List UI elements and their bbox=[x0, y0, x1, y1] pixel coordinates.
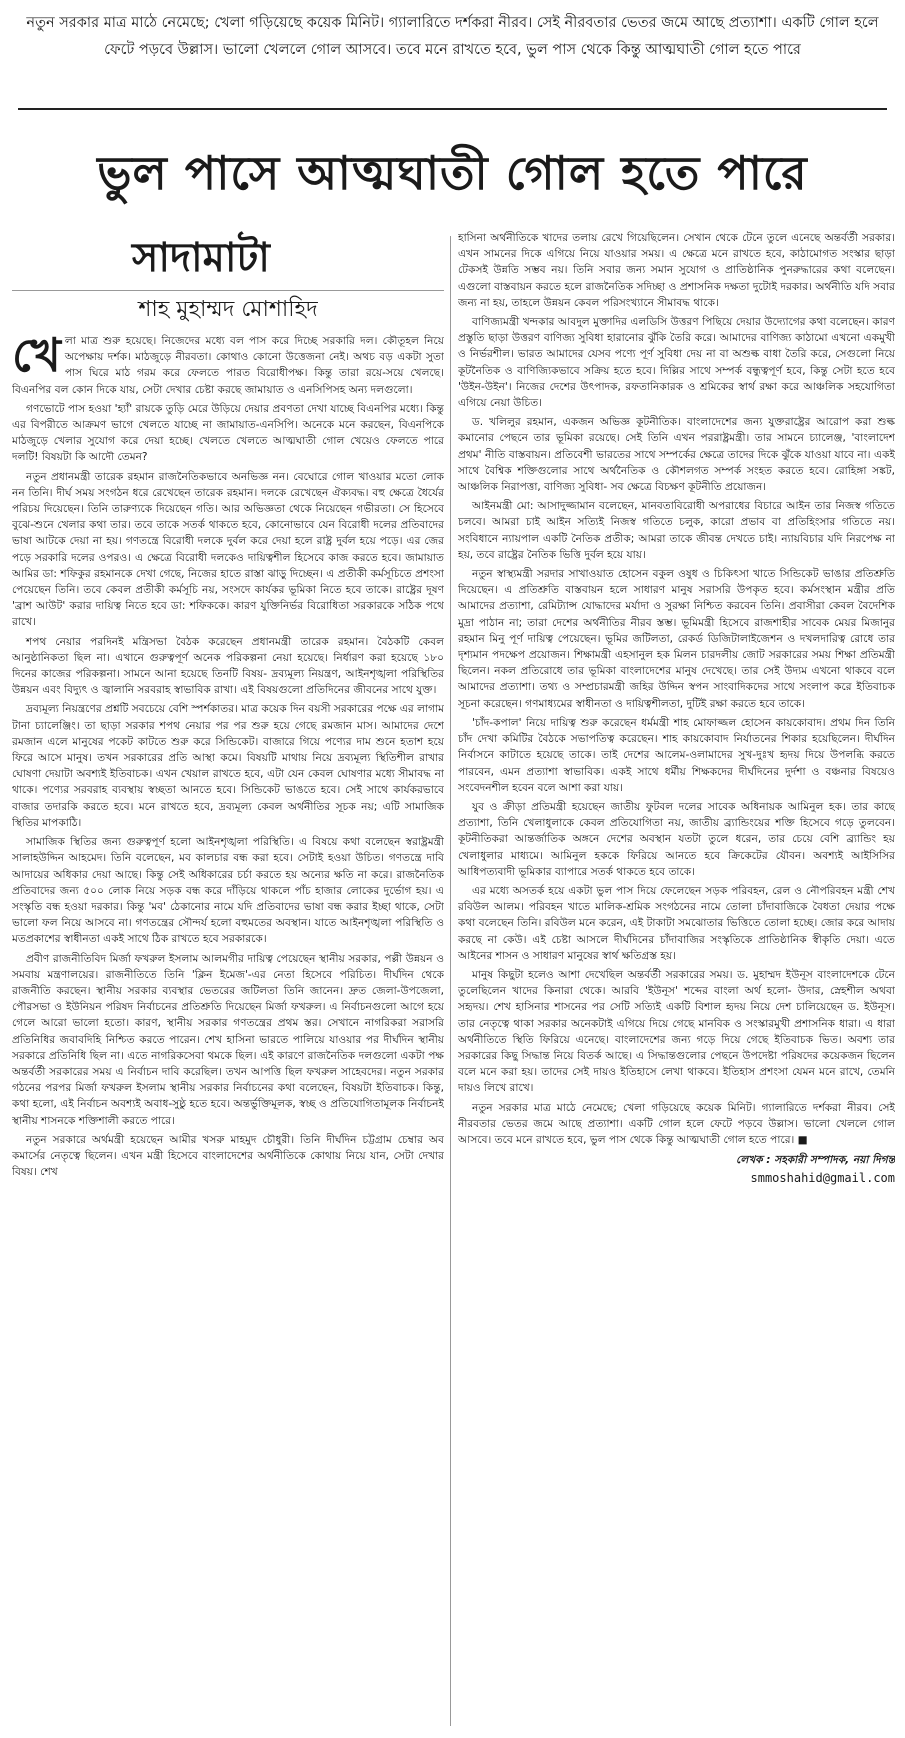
intro-summary: নতুন সরকার মাত্র মাঠে নেমেছে; খেলা গড়িয়েছে কয়েক মিনিট। গ্যালারিতে দর্শকরা নীরব। সেই নীরবতার ভেতর জমে আছে প্রত্যাশা। একটি গোল হলে ফেটে পড়বে উল্লাস। ভালো খেললে গোল আসবে। তবে মনে রাখতে হবে, ভুল পাস থেকে কিন্তু আত্মঘাতী গোল হতে পারে bbox=[26, 15, 879, 58]
dropcap: খে bbox=[12, 328, 61, 382]
right-paragraph: মানুষ কিছুটা হলেও আশা দেখেছিল অন্তর্বর্তী সরকারের সময়। ড. মুহাম্মদ ইউনূস বাংলাদেশকে টেনে তুলেছিলেন খাদের কিনারা থেকে। আরবি 'ইউনূস' শব্দের বাংলা অর্থ হলো- উদার, স্নেহশীল অথবা সহৃদয়। শেখ হাসিনার শাসনের পর সেটি সত্যিই একটি বিশাল হৃদয় নিয়ে দেশ চালিয়েছেন ড. ইউনূস। তার নেতৃত্বে থাকা সরকার অনেকটাই এগিয়ে দিয়ে গেছে মানবিক ও সংস্কারমুখী প্রশাসনিক ধারা। এ ধারা অর্থনীতিতে স্থিতি ফিরিয়ে এনেছে। বাংলাদেশের জন্য গড়ে দিয়ে গেছে ইতিবাচক ভিত। অবশ্য তার সরকারের কিছু সিদ্ধান্ত নিয়ে বিতর্ক আছে। এ সিদ্ধান্তগুলোর পেছনে উপদেষ্টা পরিষদের কয়েকজন ছিলেন বলে মনে করা হয়। তাদের সেই দায়ও ইতিহাসে লেখা থাকবে। ইতিহাস প্রশংসা যেমন মনে রাখে, তেমনি দায়ও লিখে রাখে। bbox=[458, 968, 895, 1095]
right-paragraph: ড. খলিলুর রহমান, একজন অভিজ্ঞ কূটনীতিক। বাংলাদেশের জন্য যুক্তরাষ্ট্রের আরোপ করা শুল্ক কমানোর পেছনে তার ভূমিকা রয়েছে। সেই তিনি এখন পররাষ্ট্রমন্ত্রী। তার সামনে চ্যালেঞ্জ, 'বাংলাদেশ প্রথম' নীতি বাস্তবায়ন। প্রতিবেশী ভারতের সাথে সম্পর্কের ক্ষেত্রে তাদের দিকে ঝুঁকে যাওয়া যাবে না। একই সাথে বৈশ্বিক শক্তিগুলোর সাথে অর্থনৈতিক ও কৌশলগত সম্পর্ক সংহত করতে হবে। রোহিঙ্গা সঙ্কট, আঞ্চলিক নিরাপত্তা, বাণিজ্য সুবিধা- সব ক্ষেত্রে বিচক্ষণ কূটনীতি প্রয়োজন। bbox=[458, 416, 895, 494]
left-paragraph: সামাজিক স্থিতির জন্য গুরুত্বপূর্ণ হলো আইনশৃঙ্খলা পরিস্থিতি। এ বিষয়ে কথা বলেছেন স্বরাষ্ট্রমন্ত্রী সালাহউদ্দিন আহমেদ। তিনি বলেছেন, মব কালচার বন্ধ করা হবে। সেটাই হওয়া উচিত। গণতন্ত্রে দাবি আদায়ের অধিকার দেয়া আছে। কিন্তু সেই অধিকারের চর্চা করতে হয় অন্যের ক্ষতি না করে। রাজনৈতিক প্রতিবাদের জন্য ৫০০ লোক নিয়ে সড়ক বন্ধ করে দাঁড়িয়ে থাকলে পাঁচ হাজার লোকের দুর্ভোগ হয়। এ সংস্কৃতি বন্ধ হওয়া দরকার। কিন্তু 'মব' ঠেকানোর নামে যদি প্রতিবাদের ভাষা বন্ধ করার ইচ্ছা থাকে, সেটা ভালো ফল নিয়ে আসবে না। গণতন্ত্রের সৌন্দর্য হলো বহুমতের অবস্থান। যাতে আইনশৃঙ্খলা পরিস্থিতি ও মতপ্রকাশের স্বাধীনতা একই সাথে ঠিক রাখতে হবে সরকারকে। bbox=[12, 836, 444, 946]
author-name: শাহ মুহাম্মদ মোশাহিদ bbox=[138, 297, 318, 322]
right-paragraph: বাণিজ্যমন্ত্রী খন্দকার আবদুল মুক্তাদির এলডিসি উত্তরণ পিছিয়ে দেয়ার উদ্যোগের কথা বলেছেন। কারণ প্রস্তুতি ছাড়া উত্তরণ বাণিজ্য সুবিধা হারানোর ঝুঁকি তৈরি করে। আমাদের বাণিজ্য কাঠামো এখনো একমুখী ও নির্ভরশীল। ভারত আমাদের যেসব পণ্যে পূর্ণ সুবিধা দেয় না বা অশুল্ক বাধা তৈরি করে, সেগুলো নিয়ে কূটনৈতিক ও বাণিজ্যিকভাবে সক্রিয় হতে হবে। দিল্লির সাথে সম্পর্ক বন্ধুত্বপূর্ণ হবে, কিন্তু সেটা হতে হবে 'উইন-উইন'। নিজের দেশের উৎপাদক, রফতানিকারক ও শ্রমিকের স্বার্থ রক্ষা করে আঞ্চলিক সহযোগিতা এগিয়ে নেয়া উচিত। bbox=[458, 316, 895, 410]
right-column bbox=[458, 230, 895, 1730]
author-byline: লেখক : সহকারী সম্পাদক, নয়া দিগন্ত bbox=[736, 1154, 895, 1167]
headline: ভুল পাসে আত্মঘাতী গোল হতে পারে bbox=[97, 146, 808, 200]
right-paragraph: নতুন সরকার মাত্র মাঠে নেমেছে; খেলা গড়িয়েছে কয়েক মিনিট। গ্যালারিতে দর্শকরা নীরব। সেই নীরবতার ভেতর জমে আছে প্রত্যাশা। একটি গোল হলে ফেটে পড়বে উল্লাস। ভালো খেললে গোল আসবে। তবে মনে রাখতে হবে, ভুল পাস থেকে কিন্তু আত্মঘাতী গোল হতে পারে। ■ bbox=[458, 1101, 895, 1146]
right-paragraph: আইনমন্ত্রী মো: আসাদুজ্জামান বলেছেন, মানবতাবিরোধী অপরাধের বিচারে আইন তার নিজস্ব গতিতে চলবে। আমরা চাই আইন সত্যিই নিজস্ব গতিতে চলুক, কারো প্রভাব বা প্রতিহিংসার গতিতে নয়। সংবিধানে ন্যায়পাল একটি নৈতিক প্রতীক; আমরা তাকে জীবন্ত দেখতে চাই। ন্যায়বিচার যদি নিরপেক্ষ না হয়, তবে রাষ্ট্রের নৈতিক ভিত্তি দুর্বল হয়ে যায়। bbox=[458, 500, 895, 561]
left-paragraph: নতুন প্রধানমন্ত্রী তারেক রহমান রাজনৈতিকভাবে অনভিজ্ঞ নন। বেঘোরে গোল খাওয়ার মতো লোক নন তিনি। দীর্ঘ সময় সংগঠন ধরে রেখেছেন তারেক রহমান। দলকে রেখেছেন ঐক্যবদ্ধ। বহু ক্ষেত্রে ধৈর্যের পরিচয় দিয়েছেন। তিনি তারুণ্যকে দিয়েছেন গতি। আর অভিজ্ঞতা থেকে নিয়েছেন গভীরতা। সে হিসেবে বুঝে-শুনে খেলার কথা তার। তবে তাকে সতর্ক থাকতে হবে, কোনোভাবে যেন বিরোধী দলের প্রতিবাদের ভাষা আটকে দেয়া না হয়। গণতন্ত্রে বিরোধী দলকে দুর্বল করে দেয়া হলে রাষ্ট্র দুর্বল হয়ে পড়ে। এর জের পড়ে সরকারি দলের ওপরও। এ ক্ষেত্রে বিরোধী দলকেও দায়িত্বশীল হিসেবে কাজ করতে হবে। জামায়াত আমির ডা: শফিকুর রহমানকে দেখা গেছে, নিজের হাতে রাস্তা ঝাড়ু দিচ্ছেন। এ প্রতীকী কর্মসূচিতে প্রশংসা পেয়েছেন তিনি। তবে কেবল প্রতীকী কর্মসূচি নয়, সংসদে কার্যকর ভূমিকা নিতে হবে তাকে। রাষ্ট্রের দূষণ 'ব্রাশ আউট' করার দায়িত্ব নিতে হবে ডা: শফিককে। কারণ যুক্তিনির্ভর বিরোধিতা সরকারকে সঠিক পথে রাখে। bbox=[12, 470, 444, 629]
column-name-divider bbox=[12, 290, 444, 291]
left-paragraph-text: লা মাত্র শুরু হয়েছে। নিজেদের মধ্যে বল পাস করে দিচ্ছে সরকারি দল। কৌতূহল নিয়ে অপেক্ষায় দর্শক। মাঠজুড়ে নীরবতা। কোথাও কোনো উত্তেজনা নেই। অথচ বড় একটা সুতা পাস ঘিরে মাঠ গরম করে ফেলতে পারত বিরোধীপক্ষ। কিন্তু তারা রয়ে-সয়ে খেলছে। বিএনপির বল কোন দিকে যায়, সেটা দেখার চেষ্টা করছে জামায়াত ও এনসিপিসহ অন্য দলগুলো। bbox=[12, 335, 444, 396]
left-paragraph: গণভোটে পাস হওয়া 'হ্যাঁ' রায়কে তুড়ি মেরে উড়িয়ে দেয়ার প্রবণতা দেখা যাচ্ছে বিএনপির মধ্যে। কিন্তু এর বিপরীতে আক্রমণ ভাগে খেলতে যাচ্ছে না জামায়াত-এনসিপি। অনেকে মনে করছেন, বিএনপিকে মাঠজুড়ে খেলার সুযোগ করে দেয়া হচ্ছে। খেলতে খেলতে আত্মঘাতী গোল খেয়েও ফেলতে পারে দলটি! বিষয়টা কি আদৌ তেমন? bbox=[12, 402, 444, 464]
column-name: সাদামাটা bbox=[132, 235, 270, 281]
author-email: smmoshahid@gmail.com bbox=[750, 1171, 895, 1186]
left-paragraph: শপথ নেয়ার পরদিনই মন্ত্রিসভা বৈঠক করেছেন প্রধানমন্ত্রী তারেক রহমান। বৈঠকটি কেবল আনুষ্ঠানিকতা ছিল না। এখানে গুরুত্বপূর্ণ অনেক পরিকল্পনা নেয়া হয়েছে। নির্ধারণ করা হয়েছে ১৮০ দিনের কাজের পরিকল্পনা। সামনে আনা হয়েছে তিনটি বিষয়- দ্রব্যমূল্য নিয়ন্ত্রণ, আইনশৃঙ্খলা পরিস্থিতির উন্নয়ন এবং বিদ্যুৎ ও জ্বালানি সরবরাহ স্বাভাবিক রাখা। এই বিষয়গুলো প্রতিদিনের জীবনের সাথে যুক্ত। bbox=[12, 635, 444, 697]
right-paragraph: যুব ও ক্রীড়া প্রতিমন্ত্রী হয়েছেন জাতীয় ফুটবল দলের সাবেক অধিনায়ক আমিনুল হক। তার কাছে প্রত্যাশা, তিনি খেলাধুলাকে কেবল প্রতিযোগিতা নয়, জাতীয় ব্র্যান্ডিংয়ের শক্তি হিসেবে গড়ে তুলবেন। কূটনীতিকরা আন্তর্জাতিক অঙ্গনে দেশের অবস্থান যতটা তুলে ধরেন, তার চেয়ে বেশি ব্র্যান্ডিং হয় খেলাধুলার মাধ্যমে। আমিনুল হককে ফিরিয়ে আনতে হবে ক্রিকেটের যৌবন। অবশ্যই আইসিসির আধিপত্যবাদী ভূমিকার ব্যাপারে সতর্ক থাকতে হবে তাকে। bbox=[458, 800, 895, 878]
left-paragraph bbox=[12, 328, 444, 398]
left-paragraph: দ্রব্যমূল্য নিয়ন্ত্রণের প্রশ্নটি সবচেয়ে বেশি স্পর্শকাতর। মাত্র কয়েক দিন বয়সী সরকারের পক্ষে এর লাগাম টানা চ্যালেঞ্জিং। তা ছাড়া সরকার শপথ নেয়ার পর পর শুরু হয়ে গেছে রমজান মাস। আমাদের দেশে রমজান এলে মানুষের পকেট কাটতে শুরু করে সিন্ডিকেট। বাজারে গিয়ে পণ্যের দাম শুনে হতাশ হয়ে ফিরে আসে মানুষ। তখন সরকারের প্রতি আস্থা কমে। বিষয়টি মাথায় নিয়ে দ্রব্যমূল্য স্থিতিশীল রাখার ঘোষণা দেয়াটা অবশ্যই ইতিবাচক। এখন খেয়াল রাখতে হবে, এটা যেন কেবল ঘোষণার মধ্যে সীমাবদ্ধ না থাকে। পণ্যের সরবরাহ ব্যবস্থায় স্বচ্ছতা আনতে হবে। সিন্ডিকেট ভাঙতে হবে। সেই সাথে কার্যকরভাবে বাজার তদারকি করতে হবে। মনে রাখতে হবে, দ্রব্যমূল্য কেবল অর্থনীতির সূচক নয়; এটি সামাজিক স্থিতির মাপকাঠি। bbox=[12, 703, 444, 829]
left-paragraph: প্রবীণ রাজনীতিবিদ মির্জা ফখরুল ইসলাম আলমগীর দায়িত্ব পেয়েছেন স্থানীয় সরকার, পল্লী উন্নয়ন ও সমবায় মন্ত্রণালয়ের। রাজনীতিতে তিনি 'ক্লিন ইমেজ'-এর নেতা হিসেবে পরিচিত। দীর্ঘদিন থেকে রাজনীতি করছেন। স্থানীয় সরকার ব্যবস্থার ভেতরের জটিলতা তিনি জানেন। দ্রুত জেলা-উপজেলা, পৌরসভা ও ইউনিয়ন পরিষদ নির্বাচনের প্রতিশ্রুতি দিয়েছেন মির্জা ফখরুল। এ নির্বাচনগুলো আগে হয়ে গেলে আরো ভালো হতো। কারণ, স্থানীয় সরকার গণতন্ত্রের প্রথম স্তর। সেখানে নাগরিকরা সরাসরি প্রতিনিধির জবাবদিহি নিশ্চিত করতে পারেন। শেখ হাসিনা ভারতে পালিয়ে যাওয়ার পর দীর্ঘদিন স্থানীয় সরকারে প্রতিনিধি ছিল না। এতে নাগরিকসেবা থমকে ছিল। এই কারণে রাজনৈতিক দলগুলো একটা পক্ষ অন্তর্বর্তী সরকারের সময় এ নির্বাচন দাবি করেছিল। তখন আপত্তি ছিল ফখরুল সাহেবদের। নতুন সরকার গঠনের পরপর মির্জা ফখরুল ইসলাম স্থানীয় সরকার নির্বাচনের কথা বলেছেন, বিষয়টা ইতিবাচক। কিন্তু, কথা হলো, এই নির্বাচন অবশ্যই অবাধ-সুষ্ঠু হতে হবে। অন্তর্ভুক্তিমূলক, স্বচ্ছ ও প্রতিযোগিতামূলক নির্বাচনই স্থানীয় শাসনকে শক্তিশালী করতে পারে। bbox=[12, 952, 444, 1127]
intro-divider bbox=[18, 108, 887, 110]
right-paragraph: 'চাঁদ-কপাল' নিয়ে দায়িত্ব শুরু করেছেন ধর্মমন্ত্রী শাহ মোফাজ্জল হোসেন কায়কোবাদ। প্রথম দিন তিনি চাঁদ দেখা কমিটির বৈঠকে সভাপতিত্ব করেছেন। শাহ কায়কোবাদ নির্যাতনের শিকার হয়েছিলেন। দীর্ঘদিন নির্বাসনে কাটাতে হয়েছে তাকে। তাই দেশের আলেম-ওলামাদের সুখ-দুঃখ হৃদয় দিয়ে উপলব্ধি করতে পারবেন, এমন প্রত্যাশা স্বাভাবিক। একই সাথে ধর্মীয় শিক্ষকদের দীর্ঘদিনের দুর্দশা ও বঞ্চনার বিষয়েও সংবেদনশীল হবেন বলে আশা করা যায়। bbox=[458, 716, 895, 794]
right-paragraph: এর মধ্যে অসতর্ক হয়ে একটা ভুল পাস দিয়ে ফেলেছেন সড়ক পরিবহন, রেল ও নৌপরিবহন মন্ত্রী শেখ রবিউল আলম। পরিবহন খাতে মালিক-শ্রমিক সংগঠনের নামে তোলা চাঁদাবাজিকে বৈধতা দেয়ার পক্ষে কথা বলেছেন তিনি। রবিউল মনে করেন, এই টাকাটা সমঝোতার ভিত্তিতে তোলা হচ্ছে। জোর করে আদায় করছে না কেউ। এই চেষ্টা আসলে দীর্ঘদিনের চাঁদাবাজির সংস্কৃতিকে প্রাতিষ্ঠানিক স্বীকৃতি দেয়া। এতে আইনের শাসন ও সাধারণ মানুষের স্বার্থ ক্ষতিগ্রস্ত হয়। bbox=[458, 884, 895, 962]
left-paragraph: নতুন সরকারে অর্থমন্ত্রী হয়েছেন আমীর খসরু মাহমুদ চৌধুরী। তিনি দীর্ঘদিন চট্টগ্রাম চেম্বার অব কমার্সের নেতৃত্বে ছিলেন। এখন মন্ত্রী হিসেবে বাংলাদেশের অর্থনীতিকে কোথায় নিয়ে যান, সেটা দেখার বিষয়। শেখ bbox=[12, 1133, 444, 1179]
right-paragraph: হাসিনা অর্থনীতিকে খাদের তলায় রেখে গিয়েছিলেন। সেখান থেকে টেনে তুলে এনেছে অন্তর্বর্তী সরকার। এখন সামনের দিকে এগিয়ে নিয়ে যাওয়ার সময়। এ ক্ষেত্রে মনে রাখতে হবে, কাঠামোগত সংস্কার ছাড়া টেকসই উন্নতি সম্ভব নয়। তিনি সবার জন্য সমান সুযোগ ও প্রাতিষ্ঠানিক পুনরুদ্ধারের কথা বলেছেন। এগুলো বাস্তবায়ন করতে হলে রাজনৈতিক সদিচ্ছা ও প্রশাসনিক দক্ষতা দুটোই দরকার। অর্থনীতি যদি সবার জন্য না হয়, তাহলে উন্নয়ন কেবল পরিসংখ্যানে সীমাবদ্ধ থাকে। bbox=[458, 232, 895, 309]
column-divider bbox=[450, 236, 451, 1726]
right-paragraph: নতুন স্বাস্থ্যমন্ত্রী সরদার সাখাওয়াত হোসেন বকুল ওষুধ ও চিকিৎসা খাতে সিন্ডিকেট ভাঙার প্রতিশ্রুতি দিয়েছেন। এ প্রতিশ্রুতি বাস্তবায়ন হলে সাধারণ মানুষ সরাসরি উপকৃত হবে। কর্মসংস্থান মন্ত্রীর প্রতি আমাদের প্রত্যাশা, রেমিট্যান্স যোদ্ধাদের মর্যাদা ও সুরক্ষা নিশ্চিত করবেন তিনি। প্রবাসীরা কেবল বৈদেশিক মুদ্রা পাঠান না; তারা দেশের অর্থনীতির নীরব স্তম্ভ। ভূমিমন্ত্রী হিসেবে রাজশাহীর সাবেক মেয়র মিজানুর রহমান মিনু পূর্ণ দায়িত্ব পেয়েছেন। ভূমির জটিলতা, রেকর্ড ডিজিটালাইজেশন ও দখলদারিত্ব রোধে তার দৃশ্যমান পদক্ষেপ প্রয়োজন। শিক্ষামন্ত্রী এহসানুল হক মিলন চারদলীয় জোট সরকারের সময় শিক্ষা প্রতিমন্ত্রী ছিলেন। নকল প্রতিরোধে তার ভূমিকা বাংলাদেশের মানুষ দেখেছে। তার সেই উদ্যম এখনো থাকবে বলে আমাদের প্রত্যাশা। তথ্য ও সম্প্রচারমন্ত্রী জহির উদ্দিন স্বপন সাংবাদিকদের সাথে সংলাপ করে ইতিবাচক সূচনা করেছেন। গণমাধ্যমের স্বাধীনতা ও দায়িত্বশীলতা, দুটিই রক্ষা করতে হবে তাকে। bbox=[458, 568, 895, 710]
left-column bbox=[12, 230, 444, 1730]
